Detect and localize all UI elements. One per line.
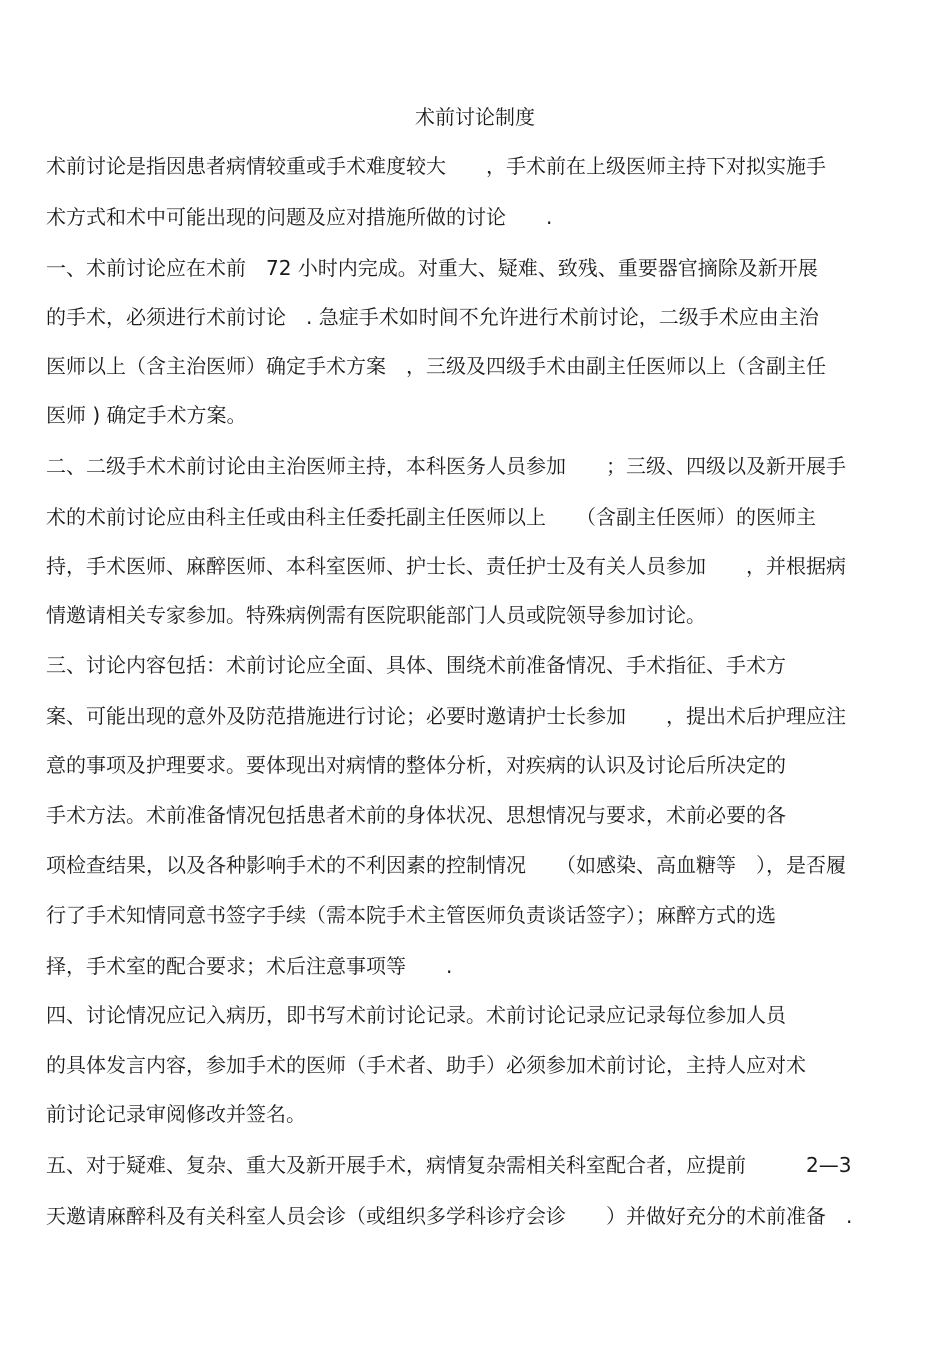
- paragraph-line: 行了手术知情同意书签字手续（需本院手术主管医师负责谈话签字）；麻醉方式的选: [46, 903, 776, 927]
- paragraph-line: 的手术，必须进行术前讨论 . 急症手术如时间不允许进行术前讨论，二级手术应由主治: [46, 305, 819, 329]
- paragraph-line: 一、术前讨论应在术前 72 小时内完成。对重大、疑难、致残、重要器官摘除及新开展: [46, 256, 818, 280]
- paragraph-line: 二、二级手术术前讨论由主治医师主持，本科医务人员参加 ；三级、四级以及新开展手: [46, 454, 846, 478]
- paragraph-line: 情邀请相关专家参加。特殊病例需有医院职能部门人员或院领导参加讨论。: [46, 603, 706, 627]
- paragraph-line: 医师 ) 确定手术方案。: [46, 403, 247, 427]
- document-title: 术前讨论制度: [415, 105, 535, 129]
- paragraph-line: 的具体发言内容，参加手术的医师（手术者、助手）必须参加术前讨论，主持人应对术: [46, 1053, 806, 1077]
- paragraph-line: 项检查结果，以及各种影响手术的不利因素的控制情况 （如感染、高血糖等 ），是否履: [46, 853, 846, 877]
- paragraph-line: 天邀请麻醉科及有关科室人员会诊（或组织多学科诊疗会诊 ）并做好充分的术前准备 .: [46, 1204, 853, 1228]
- paragraph-line: 术方式和术中可能出现的问题及应对措施所做的讨论 .: [46, 205, 553, 229]
- paragraph-line: 意的事项及护理要求。要体现出对病情的整体分析，对疾病的认识及讨论后所决定的: [46, 753, 786, 777]
- paragraph-line: 三、讨论内容包括：术前讨论应全面、具体、围绕术前准备情况、手术指征、手术方: [46, 653, 786, 677]
- paragraph-line: 医师以上（含主治医师）确定手术方案 ，三级及四级手术由副主任医师以上（含副主任: [46, 354, 826, 378]
- paragraph-line: 择，手术室的配合要求；术后注意事项等 .: [46, 954, 453, 978]
- paragraph-line: 术前讨论是指因患者病情较重或手术难度较大 ，手术前在上级医师主持下对拟实施手: [46, 154, 826, 178]
- paragraph-line: 术的术前讨论应由科主任或由科主任委托副主任医师以上 （含副主任医师）的医师主: [46, 505, 816, 529]
- paragraph-line: 五、对于疑难、复杂、重大及新开展手术，病情复杂需相关科室配合者，应提前 2—3: [46, 1153, 852, 1177]
- paragraph-line: 四、讨论情况应记入病历，即书写术前讨论记录。术前讨论记录应记录每位参加人员: [46, 1003, 786, 1027]
- paragraph-line: 持，手术医师、麻醉医师、本科室医师、护士长、责任护士及有关人员参加 ，并根据病: [46, 554, 846, 578]
- paragraph-line: 手术方法。术前准备情况包括患者术前的身体状况、思想情况与要求，术前必要的各: [46, 803, 786, 827]
- paragraph-line: 前讨论记录审阅修改并签名。: [46, 1102, 306, 1126]
- paragraph-line: 案、可能出现的意外及防范措施进行讨论；必要时邀请护士长参加 ，提出术后护理应注: [46, 704, 846, 728]
